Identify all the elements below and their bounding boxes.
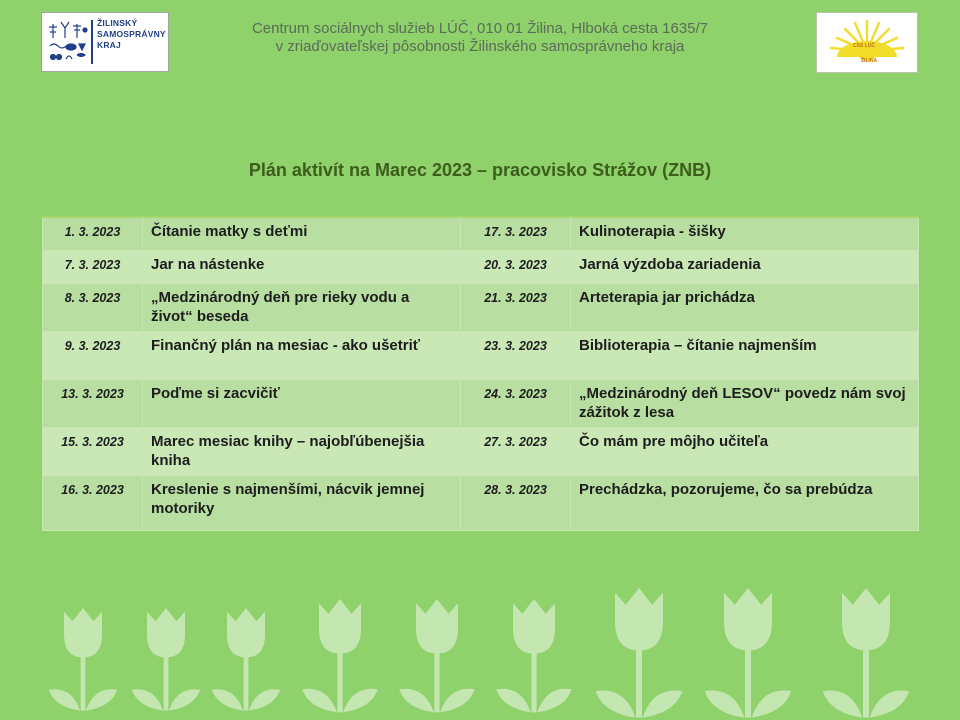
date-cell: 8. 3. 2023	[43, 283, 143, 331]
tulip-icon	[132, 608, 200, 711]
page-title: Plán aktivít na Marec 2023 – pracovisko Strážov (ZNB)	[248, 160, 712, 180]
activity-cell: Jar na nástenke	[143, 250, 461, 283]
activity-cell: Jarná výzdoba zariadenia	[571, 250, 919, 283]
table-row	[43, 250, 919, 283]
date-cell: 28. 3. 2023	[461, 475, 571, 530]
tulip-icon	[212, 608, 280, 711]
header-line2: v zriaďovateľskej pôsobnosti Žilinského samosprávneho kraja	[275, 38, 685, 55]
table-row	[43, 331, 919, 379]
date-cell: 17. 3. 2023	[461, 217, 571, 250]
date-cell: 7. 3. 2023	[43, 250, 143, 283]
date-cell: 15. 3. 2023	[43, 427, 143, 475]
activity-cell: Prechádzka, pozorujeme, čo sa prebúdza	[571, 475, 919, 530]
tulip-icon	[49, 608, 117, 711]
activity-cell: Poďme si zacvičiť	[143, 379, 461, 427]
activity-cell: Čítanie matky s deťmi	[143, 217, 461, 250]
logo-text-line3: KRAJ	[97, 40, 121, 50]
tulip-icon	[399, 599, 475, 712]
activity-cell: Arteterapia jar prichádza	[571, 283, 919, 331]
date-cell: 23. 3. 2023	[461, 331, 571, 379]
activity-cell: Marec mesiac knihy – najobľúbenejšia kniha	[143, 427, 461, 475]
activity-cell: Kulinoterapia - šišky	[571, 217, 919, 250]
date-cell: 9. 3. 2023	[43, 331, 143, 379]
tulip-decoration	[0, 560, 960, 720]
tulip-icon	[823, 588, 909, 718]
organization-header	[180, 20, 780, 56]
tulip-icon	[705, 588, 791, 718]
logo-right-text: CSS LÚČ	[853, 43, 875, 49]
region-emblem-icon	[47, 18, 91, 66]
zsk-logo-text	[97, 18, 167, 51]
css-luc-logo	[816, 12, 918, 73]
tulip-icon	[596, 588, 682, 718]
header-line1: Centrum sociálnych služieb LÚČ, 010 01 Žilina, Hlboká cesta 1635/7	[251, 20, 709, 37]
zsk-logo	[41, 12, 169, 72]
activity-cell: Finančný plán na mesiac - ako ušetriť	[143, 331, 461, 379]
date-cell: 16. 3. 2023	[43, 475, 143, 530]
date-cell: 21. 3. 2023	[461, 283, 571, 331]
logo-text-line2: SAMOSPRÁVNY	[97, 29, 166, 39]
date-cell: 24. 3. 2023	[461, 379, 571, 427]
tulip-icon	[496, 599, 572, 712]
date-cell: 20. 3. 2023	[461, 250, 571, 283]
activity-cell: Kreslenie s najmenšími, nácvik jemnej motoriky	[143, 475, 461, 530]
table-row	[43, 283, 919, 331]
table-row	[43, 475, 919, 530]
logo-right-subtext: ŽILINA	[861, 58, 878, 64]
logo-divider	[91, 20, 93, 64]
table-row	[43, 379, 919, 427]
date-cell: 1. 3. 2023	[43, 217, 143, 250]
table-row	[43, 427, 919, 475]
activity-cell: Čo mám pre môjho učiteľa	[571, 427, 919, 475]
activity-cell: „Medzinárodný deň pre rieky vodu a život“ beseda	[143, 283, 461, 331]
date-cell: 27. 3. 2023	[461, 427, 571, 475]
activity-cell: „Medzinárodný deň LESOV“ povedz nám svoj zážitok z lesa	[571, 379, 919, 427]
tulip-icon	[302, 599, 378, 712]
table-row	[43, 217, 919, 250]
activity-cell: Biblioterapia – čítanie najmenším	[571, 331, 919, 379]
date-cell: 13. 3. 2023	[43, 379, 143, 427]
logo-text-line1: ŽILINSKÝ	[97, 18, 138, 28]
activity-table	[42, 216, 919, 531]
